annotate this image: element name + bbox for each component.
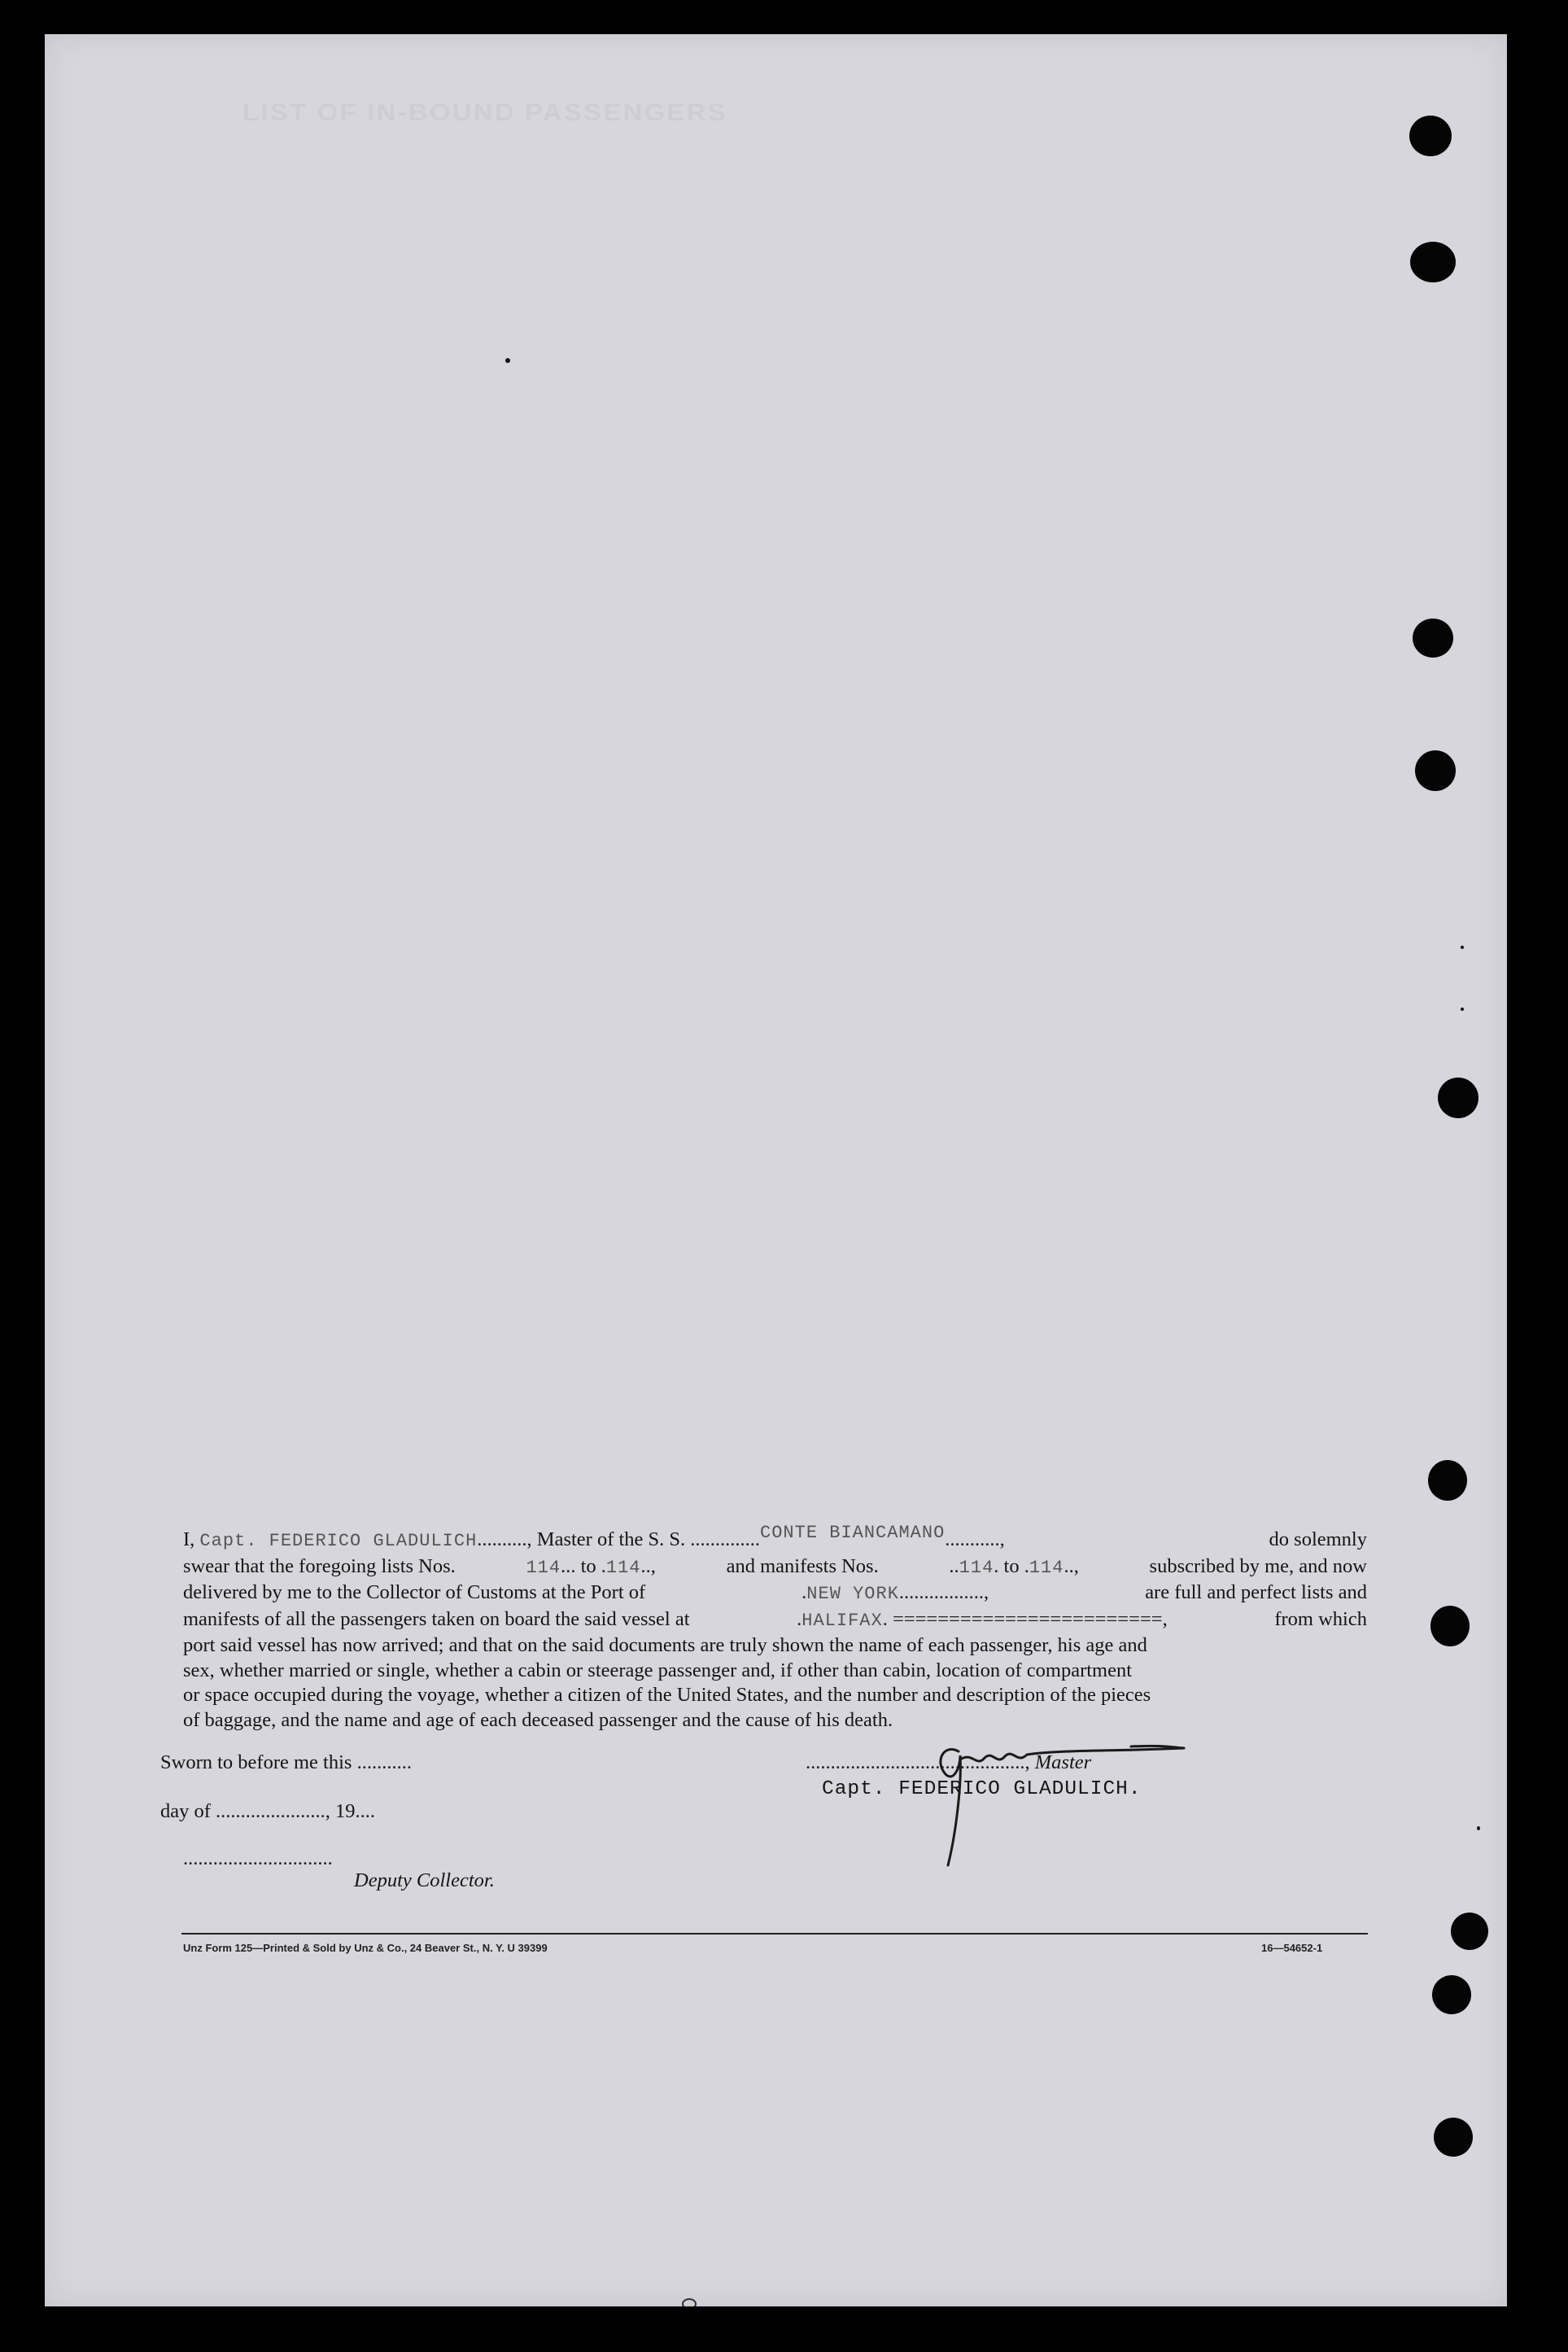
punch-hole [1438,1078,1478,1118]
oath-text: delivered by me to the Collector of Customs at the Port of [183,1581,646,1603]
list-number-typed: 114 [605,1557,641,1578]
oath-line-5 [183,1633,1367,1659]
speck [1477,1826,1480,1830]
master-oath [183,1523,1367,1733]
oath-text: port said vessel has now arrived; and that on the said documents are truly shown the name of each passenger, his age and [183,1634,1147,1656]
bleed-through-title: LIST OF IN-BOUND PASSENGERS [242,99,727,126]
oath-text: subscribed by me, and now [1149,1554,1367,1577]
master-name-typed-below: Capt. FEDERICO GLADULICH. [822,1778,1142,1800]
sworn-text: Sworn to before me this [160,1751,352,1773]
oath-text: to [580,1554,596,1577]
port-typed: NEW YORK [806,1584,899,1604]
master-signature [928,1711,1269,1873]
oath-line-7 [183,1683,1367,1708]
manifest-number-typed: 114 [1029,1557,1064,1578]
punch-hole [1410,242,1456,282]
oath-text: do solemnly [1269,1528,1367,1550]
master-name-typed: Capt. FEDERICO GLADULICH [199,1531,478,1551]
oath-line-2: swear that the foregoing lists Nos. 114... to .114.., and manifests Nos. ..114. to .114.., subscribed by me, and now [183,1554,1367,1581]
punch-hole [1413,619,1453,658]
deputy-dots: .............................. [183,1847,333,1869]
punch-hole [1428,1460,1467,1501]
oath-text: are full and perfect lists and [1145,1581,1367,1603]
sworn-line: Sworn to before me this ........... [160,1751,412,1773]
master-label: Master [1034,1751,1092,1773]
punch-hole [1434,2118,1473,2157]
punch-hole [1432,1975,1471,2014]
footer-rule [181,1933,1368,1934]
oath-text: manifests of all the passengers taken on board the said vessel at [183,1607,690,1630]
oath-text: and manifests Nos. [726,1554,879,1577]
speck [1461,1008,1464,1011]
punch-hole [1409,116,1452,156]
oath-text: to [1003,1554,1020,1577]
speck [1461,946,1464,949]
master-signature-line: ............................................, Master [806,1751,1092,1773]
punch-hole [1451,1913,1488,1950]
deputy-collector-label: Deputy Collector. [354,1869,495,1891]
oath-text: Master of the S. S. [536,1528,686,1550]
oath-text: swear that the foregoing lists Nos. [183,1554,456,1577]
bottom-mark [682,2298,697,2306]
oath-line-4: manifests of all the passengers taken on board the said vessel at .HALIFAX. ========================, from which [183,1607,1367,1634]
form-imprint: Unz Form 125—Printed & Sold by Unz & Co., 24 Beaver St., N. Y. U 39399 [183,1942,548,1954]
oath-text: from which [1274,1607,1367,1630]
departure-port-typed: HALIFAX [801,1610,883,1631]
list-number-typed: 114 [526,1557,561,1578]
punch-hole [1430,1606,1470,1646]
oath-text: I, [183,1528,195,1550]
day-of-line: day of ......................, 19.... [160,1800,376,1822]
manifest-number-typed: 114 [959,1557,994,1578]
oath-text: or space occupied during the voyage, whether a citizen of the United States, and the number and description of the pieces [183,1684,1151,1706]
year-prefix: 19 [335,1800,356,1822]
oath-line-1: I, Capt. FEDERICO GLADULICH.........., Master of the S. S. ..............CONTE BIANCAMANO..........., do solemnly [183,1528,1367,1554]
punch-hole [1415,750,1456,791]
form-number: 16—54652-1 [1261,1942,1323,1954]
speck [505,358,510,363]
oath-line-3: delivered by me to the Collector of Customs at the Port of .NEW YORK................., are full and perfect lists and [183,1580,1367,1607]
oath-text: of baggage, and the name and age of each deceased passenger and the cause of his death. [183,1708,893,1731]
manifest-page [45,34,1507,2306]
ship-name-typed: CONTE BIANCAMANO [760,1523,946,1543]
oath-text: sex, whether married or single, whether a cabin or steerage passenger and, if other than cabin, location of compartment [183,1659,1133,1681]
day-of-text: day of [160,1800,211,1822]
oath-line-6 [183,1659,1367,1684]
